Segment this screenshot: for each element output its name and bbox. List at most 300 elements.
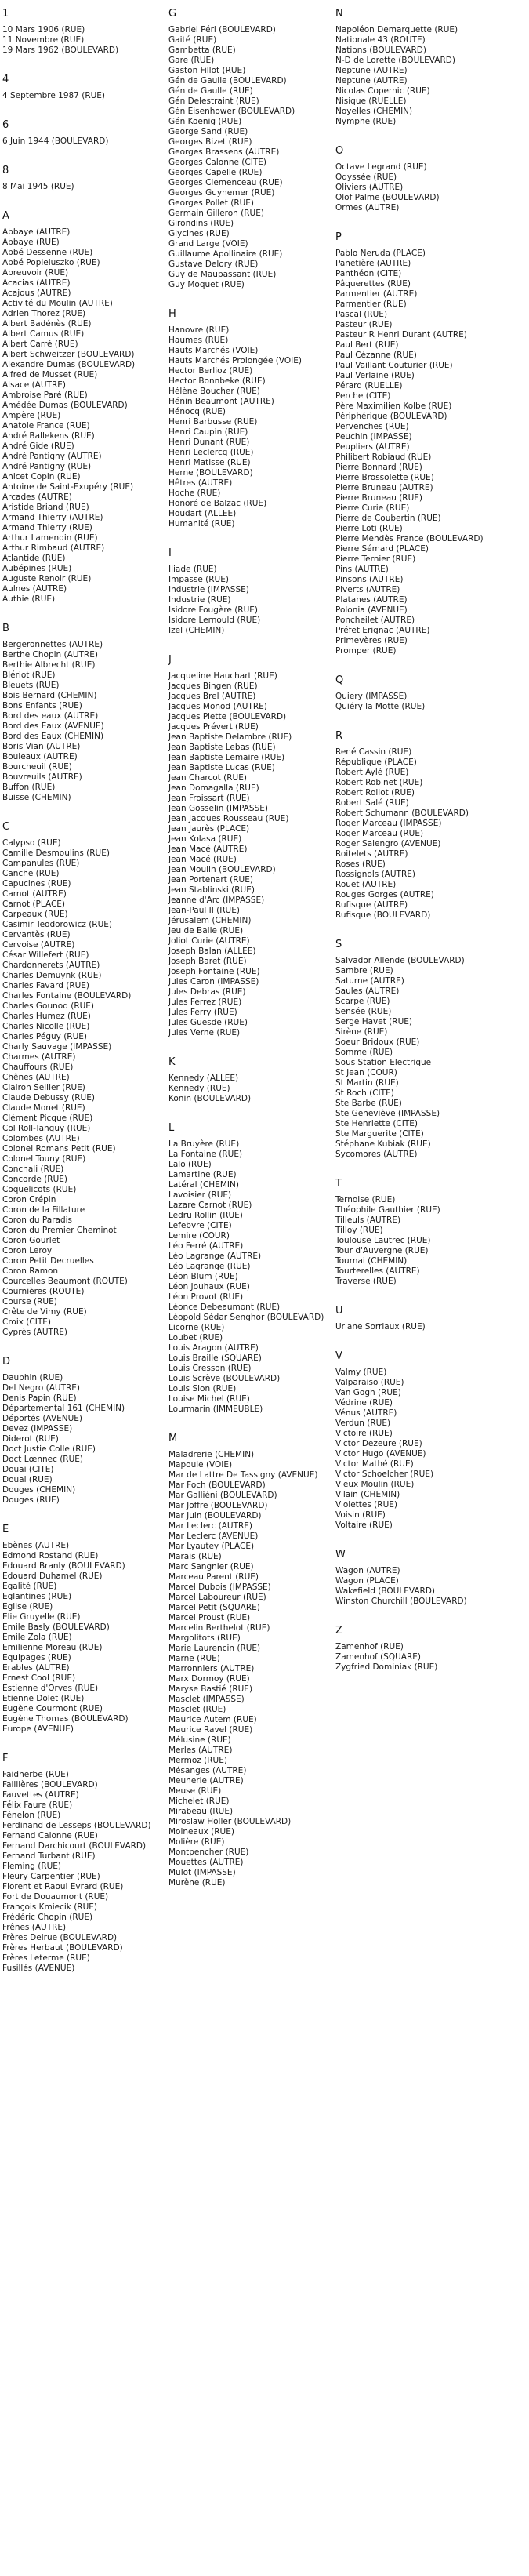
street-entry: Meunerie (AUTRE) [168,1776,244,1786]
section-heading: J [168,654,172,666]
street-entry: Piverts (AUTRE) [335,585,400,594]
street-entry: Jean Jaurès (PLACE) [168,824,250,834]
street-entry: Rufisque (AUTRE) [335,900,408,910]
street-entry: Albert Carré (RUE) [2,340,78,349]
street-entry: Coron Gourlet [2,1236,60,1245]
street-entry: Tour d'Auvergne (RUE) [335,1246,429,1255]
street-entry: Jules Verne (RUE) [168,1028,241,1037]
letter-section [2,1753,173,1974]
section-spacer [2,1735,173,1753]
section-spacer [2,605,173,623]
letter-section [335,1305,506,1332]
street-entry: Georges Clemenceau (RUE) [168,178,283,187]
street-entry: Pierre Curie (RUE) [335,503,410,513]
street-entry: Pasteur (RUE) [335,320,393,329]
street-entry: Herne (BOULEVARD) [168,468,253,478]
street-entry: Marronniers (AUTRE) [168,1664,255,1673]
street-entry: Blériot (RUE) [2,670,56,680]
section-heading: D [2,1356,11,1368]
street-entry: Molière (RUE) [168,1837,225,1847]
street-entry: Gustave Delory (RUE) [168,260,259,269]
street-entry: Pierre Bruneau (RUE) [335,493,423,503]
street-entry: Wagon (AUTRE) [335,1566,400,1575]
street-entry: Félix Faure (RUE) [2,1800,73,1810]
street-entry: Polonia (AVENUE) [335,605,408,615]
street-entry: Fernand Darchicourt (BOULEVARD) [2,1841,147,1851]
letter-section [168,308,339,529]
street-entry: Léonce Debeaumont (RUE) [168,1303,281,1312]
street-entry: Authie (RUE) [2,594,56,604]
street-entry: Claude Monet (RUE) [2,1103,85,1113]
section-heading: W [335,1549,346,1560]
street-entry: Nations (BOULEVARD) [335,45,426,55]
street-entry: Ferdinand de Lesseps (BOULEVARD) [2,1821,151,1830]
street-entry: Albert Badénès (RUE) [2,319,92,329]
street-entry: Nicolas Copernic (RUE) [335,86,430,96]
street-entry: Amédée Dumas (BOULEVARD) [2,401,128,410]
street-entry: Jean Jacques Rousseau (RUE) [168,814,289,823]
street-entry: Florent et Raoul Evrard (RUE) [2,1882,124,1891]
street-entry: St Martin (RUE) [335,1078,399,1088]
street-entry: André Pantigny (AUTRE) [2,452,102,461]
street-entry: Léon Provot (RUE) [168,1292,244,1302]
street-entry: Primevères (RUE) [335,636,408,645]
street-entry: Lourmarin (IMMEUBLE) [168,1404,263,1414]
street-entry: Jean Kolasa (RUE) [168,834,242,844]
street-entry: Joseph Baret (RUE) [168,957,247,966]
street-entry: Abbaye (AUTRE) [2,227,71,237]
street-entry: Isidore Lernould (RUE) [168,616,261,625]
street-entry: Alexandre Dumas (BOULEVARD) [2,360,136,369]
street-entry: Louise Michel (RUE) [168,1394,250,1404]
street-entry: Jean Baptiste Lucas (RUE) [168,763,275,772]
street-entry: Georges Guynemer (RUE) [168,188,275,198]
street-entry: Abreuvoir (RUE) [2,268,69,278]
street-entry: Douges (CHEMIN) [2,1485,76,1495]
street-entry: Védrine (RUE) [335,1398,393,1408]
street-entry: Léon Blum (RUE) [168,1272,238,1281]
street-entry: Course (RUE) [2,1297,57,1306]
street-entry: Jean Gosselin (IMPASSE) [168,804,268,813]
street-entry: Ebènes (AUTRE) [2,1541,70,1550]
street-entry: Armand Thierry (RUE) [2,523,92,532]
street-entry: Campanules (RUE) [2,859,80,868]
street-entry: Lalo (RUE) [168,1160,212,1169]
street-entry: Croix (CITE) [2,1317,51,1327]
street-entry: Devez (IMPASSE) [2,1424,73,1433]
street-entry: Sycomores (AUTRE) [335,1150,418,1159]
letter-section [168,8,339,290]
street-entry: Guy de Maupassant (RUE) [168,270,277,279]
street-entry: Maurice Autem (RUE) [168,1715,257,1724]
street-entry: Coron du Paradis [2,1215,73,1225]
street-entry: Victor Hugo (AVENUE) [335,1449,426,1459]
street-entry: Eglantines (RUE) [2,1592,72,1601]
street-entry: Carpeaux (RUE) [2,910,68,919]
street-entry: Somme (RUE) [335,1048,393,1057]
section-spacer [2,192,173,210]
street-entry: Erables (AUTRE) [2,1663,70,1673]
street-entry: Georges Bizet (RUE) [168,137,252,147]
street-entry: Coron Leroy [2,1246,53,1255]
street-entry: Jean Macé (RUE) [168,855,237,864]
street-entry: Colonel Romans Petit (RUE) [2,1144,116,1154]
section-heading: K [168,1056,176,1068]
section-heading: H [168,308,176,320]
street-entry: Saturne (AUTRE) [335,976,404,986]
street-entry: Rufisque (BOULEVARD) [335,910,431,920]
street-entry: Gén de Gaulle (BOULEVARD) [168,76,287,85]
section-heading: A [2,210,9,222]
street-entry: Alfred de Musset (RUE) [2,370,98,380]
street-entry: Marcel Proust (RUE) [168,1613,251,1622]
section-spacer [2,56,173,74]
street-entry: Acacias (AUTRE) [2,278,71,288]
section-spacer [335,1607,506,1625]
street-entry: Mouettes (AUTRE) [168,1858,244,1867]
letter-section [2,821,173,1338]
street-entry: Glycines (RUE) [168,229,230,238]
street-entry: Sirène (RUE) [335,1027,388,1037]
street-entry: Robert Aylé (RUE) [335,768,409,777]
street-entry: Doct Justie Colle (RUE) [2,1444,96,1454]
street-entry: Jacques Brel (AUTRE) [168,692,256,701]
street-entry: Lavoisier (RUE) [168,1190,232,1200]
street-entry: André Gide (RUE) [2,441,74,451]
street-entry: Douai (RUE) [2,1475,53,1484]
street-entry: St Jean (COUR) [335,1068,397,1077]
street-entry: Bord des eaux (AUTRE) [2,711,99,721]
street-entry: Germain Gilleron (RUE) [168,209,264,218]
street-entry: Hoche (RUE) [168,489,221,498]
section-spacer [335,656,506,674]
street-entry: Bleuets (RUE) [2,681,60,690]
street-entry: Georges Pollet (RUE) [168,198,255,208]
street-entry: Industrie (RUE) [168,595,231,605]
street-entry: Philibert Robiaud (RUE) [335,452,432,462]
street-entry: Georges Capelle (RUE) [168,168,263,177]
street-entry: Bouvreuils (AUTRE) [2,772,82,782]
street-entry: Hector Berlioz (RUE) [168,366,253,376]
street-entry: Ste Marguerite (CITE) [335,1129,424,1139]
street-entry: Berthie Albrecht (RUE) [2,660,96,670]
street-entry: Charles Gounod (RUE) [2,1001,95,1011]
street-entry: Ampère (RUE) [2,411,61,420]
street-entry: Louis Cresson (RUE) [168,1364,252,1373]
street-entry: Masclet (RUE) [168,1705,226,1714]
street-entry: Quiery (IMPASSE) [335,692,408,701]
street-entry: Cervoise (AUTRE) [2,940,75,950]
street-entry: Mar Juin (BOULEVARD) [168,1511,262,1521]
street-entry: Uriane Sorriaux (RUE) [335,1322,426,1332]
street-entry: Sensée (RUE) [335,1007,392,1016]
street-entry: Jacques Monod (AUTRE) [168,702,267,711]
street-entry: Eugène Thomas (BOULEVARD) [2,1714,129,1724]
letter-section [2,8,173,56]
street-entry: Neptune (AUTRE) [335,66,408,75]
street-entry: Bord des Eaux (AVENUE) [2,721,104,731]
section-spacer [168,1104,339,1122]
street-entry: Jean Macé (AUTRE) [168,845,248,854]
street-entry: Europe (AVENUE) [2,1724,74,1734]
street-entry: Valparaiso (RUE) [335,1378,404,1387]
street-entry: Paul Vaillant Couturier (RUE) [335,361,453,370]
street-entry: Rouet (AUTRE) [335,880,397,889]
street-entry: Jules Ferrez (RUE) [168,997,242,1007]
street-entry: Jeu de Balle (RUE) [168,926,244,936]
street-entry: Clairon Sellier (RUE) [2,1083,85,1092]
street-entry: Zygfried Dominiak (RUE) [335,1662,438,1672]
street-entry: Jules Guesde (RUE) [168,1018,248,1027]
letter-section [335,8,506,127]
street-entry: Colonel Touny (RUE) [2,1154,86,1164]
street-entry: Robert Schumann (BOULEVARD) [335,808,469,818]
letter-section [335,1178,506,1287]
street-entry: Coron de la Fillature [2,1205,85,1215]
letter-section [335,674,506,712]
street-entry: Gaité (RUE) [168,35,217,45]
street-entry: Jean Portenart (RUE) [168,875,253,885]
street-entry: Déportés (AVENUE) [2,1414,83,1423]
street-entry: Joseph Balan (ALLEE) [168,946,256,956]
street-entry: Gambetta (RUE) [168,45,236,55]
street-entry: Charmes (AUTRE) [2,1052,76,1062]
section-heading: Z [335,1625,342,1637]
street-entry: Crête de Vimy (RUE) [2,1307,87,1317]
street-entry: Hanovre (RUE) [168,325,230,335]
letter-section [2,165,173,192]
street-entry: Hénin Beaumont (AUTRE) [168,397,274,406]
street-entry: Louis Scrève (BOULEVARD) [168,1374,281,1383]
street-entry: Cervantès (RUE) [2,930,71,939]
street-entry: Adrien Thorez (RUE) [2,309,86,318]
street-entry: Paul Bert (RUE) [335,340,399,350]
street-entry: Aulnes (AUTRE) [2,584,67,594]
section-heading: I [168,547,172,559]
street-entry: Paul Verlaine (RUE) [335,371,415,380]
street-entry: Salvador Allende (BOULEVARD) [335,956,465,965]
street-entry: Oliviers (AUTRE) [335,183,404,192]
street-entry: Joseph Fontaine (RUE) [168,967,260,976]
street-entry: Marie Laurencin (RUE) [168,1644,261,1653]
street-entry: Coron Crépin [2,1195,56,1204]
street-entry: Victor Mathé (RUE) [335,1459,414,1469]
street-entry: André Pantigny (RUE) [2,462,92,471]
street-entry: Robert Robinet (RUE) [335,778,423,787]
section-spacer [335,213,506,231]
street-entry: Egalité (RUE) [2,1582,57,1591]
street-entry: Ambroise Paré (RUE) [2,391,88,400]
street-entry: Abbé Dessenne (RUE) [2,248,93,257]
section-heading: B [2,623,9,634]
street-entry: St Roch (CITE) [335,1088,394,1098]
street-entry: La Fontaine (RUE) [168,1150,243,1159]
street-entry: Emile Basly (BOULEVARD) [2,1622,110,1632]
street-entry: Impasse (RUE) [168,575,229,584]
street-entry: Jean Charcot (RUE) [168,773,247,783]
street-entry: Camille Desmoulins (RUE) [2,848,110,858]
street-entry: Octave Legrand (RUE) [335,162,427,172]
street-entry: Del Negro (AUTRE) [2,1383,81,1393]
street-entry: Peupliers (AUTRE) [335,442,410,452]
street-entry: Léo Lagrange (RUE) [168,1262,251,1271]
letter-section [168,1433,339,1888]
street-entry: Vénus (AUTRE) [335,1408,397,1418]
street-entry: Colombes (AUTRE) [2,1134,80,1143]
street-entry: Frères Leterme (RUE) [2,1953,90,1963]
street-entry: Platanes (AUTRE) [335,595,408,605]
street-entry: Latéral (CHEMIN) [168,1180,239,1190]
street-entry: Parmentier (AUTRE) [335,289,418,299]
street-entry: Traverse (RUE) [335,1277,397,1286]
street-entry: Préfet Erignac (AUTRE) [335,626,430,635]
street-entry: Charly Sauvage (IMPASSE) [2,1042,112,1052]
street-entry: Iliade (RUE) [168,565,217,574]
section-spacer [168,1415,339,1433]
section-heading: Q [335,674,344,686]
street-entry: Moineaux (RUE) [168,1827,234,1837]
street-entry: Abbé Popieluszko (RUE) [2,258,100,267]
street-entry: Hélène Boucher (RUE) [168,387,260,396]
street-entry: Ternoise (RUE) [335,1195,396,1204]
street-entry: Chardonnerets (AUTRE) [2,961,100,970]
street-entry: Roitelets (AUTRE) [335,849,408,859]
street-entry: Charles Péguy (RUE) [2,1032,88,1041]
street-entry: Faidherbe (RUE) [2,1770,69,1779]
street-entry: Odyssée (RUE) [335,173,397,182]
street-entry: Pierre Sémard (PLACE) [335,544,429,554]
street-entry: Arthur Lamendin (RUE) [2,533,98,543]
street-entry: Roger Marceau (IMPASSE) [335,819,442,828]
street-entry: Henri Matisse (RUE) [168,458,251,467]
street-entry: Frères Herbaut (BOULEVARD) [2,1943,123,1953]
street-entry: Georges Brassens (AUTRE) [168,147,280,157]
street-entry: Clément Picque (RUE) [2,1114,93,1123]
section-spacer [335,1531,506,1549]
street-entry: Lazare Carnot (RUE) [168,1201,252,1210]
street-entry: Bord des Eaux (CHEMIN) [2,732,104,741]
street-entry: Jean Domagalla (RUE) [168,783,259,793]
street-entry: Bourcheuil (RUE) [2,762,72,772]
street-entry: Mirabeau (RUE) [168,1807,234,1816]
street-entry: Gabriel Péri (BOULEVARD) [168,25,276,35]
street-entry: Père Maximilien Kolbe (RUE) [335,401,452,411]
street-entry: Gén Eisenhower (BOULEVARD) [168,107,295,116]
street-entry: Bois Bernard (CHEMIN) [2,691,97,700]
street-entry: Courcelles Beaumont (ROUTE) [2,1277,128,1286]
street-entry: Marais (RUE) [168,1552,222,1561]
street-entry: Périphérique (BOULEVARD) [335,412,447,421]
street-entry: Casimir Teodorowicz (RUE) [2,920,113,929]
street-entry: Quiéry la Motte (RUE) [335,702,426,711]
street-entry: Ste Barbe (RUE) [335,1099,402,1108]
street-entry: Pinsons (AUTRE) [335,575,404,584]
street-entry: Concorde (RUE) [2,1175,68,1184]
street-entry: Soeur Bridoux (RUE) [335,1037,420,1047]
street-entry: Rouges Gorges (AUTRE) [335,890,434,899]
street-entry: Stéphane Kubiak (RUE) [335,1139,431,1149]
street-entry: Neptune (AUTRE) [335,76,408,85]
street-entry: Marc Sangnier (RUE) [168,1562,254,1571]
street-entry: Robert Salé (RUE) [335,798,409,808]
street-entry: Arcades (AUTRE) [2,492,72,502]
street-entry: Marceau Parent (RUE) [168,1572,259,1582]
street-entry: Berthe Chopin (AUTRE) [2,650,98,659]
street-entry: Marcelin Berthelot (RUE) [168,1623,270,1633]
street-entry: Mar Lyautey (PLACE) [168,1542,255,1551]
street-entry: Jeanne d'Arc (IMPASSE) [168,896,265,905]
street-entry: Buisse (CHEMIN) [2,793,71,802]
street-entry: Mar de Lattre De Tassigny (AVENUE) [168,1470,318,1480]
letter-section [2,1524,173,1735]
street-entry: Grand Large (VOIE) [168,239,248,249]
section-spacer [2,1506,173,1524]
street-entry: Gén Koenig (RUE) [168,117,242,126]
street-entry: Albert Camus (RUE) [2,329,85,339]
street-entry: Claude Debussy (RUE) [2,1093,95,1103]
section-heading: M [168,1433,178,1444]
street-entry: Marne (RUE) [168,1654,220,1663]
street-entry: Charles Nicolle (RUE) [2,1022,90,1031]
street-entry: Coron du Premier Cheminot [2,1226,117,1235]
section-spacer [2,101,173,119]
street-entry: Houdart (ALLEE) [168,509,237,518]
street-entry: Armand Thierry (AUTRE) [2,513,103,522]
street-entry: La Bruyère (RUE) [168,1139,240,1149]
street-entry: Wagon (PLACE) [335,1576,399,1586]
street-index-column-1 [2,8,173,1974]
street-entry: Alsace (AUTRE) [2,380,66,390]
street-entry: Estienne d'Orves (RUE) [2,1684,99,1693]
street-entry: Mar Foch (BOULEVARD) [168,1481,266,1490]
street-entry: René Cassin (RUE) [335,747,412,757]
street-entry: Jean Baptiste Lebas (RUE) [168,743,276,752]
street-entry: Roger Salengro (AVENUE) [335,839,441,848]
street-entry: Victoire (RUE) [335,1429,393,1438]
street-entry: Equipages (RUE) [2,1653,71,1662]
street-entry: Mapoule (VOIE) [168,1460,233,1470]
street-entry: Activité du Moulin (AUTRE) [2,299,113,308]
street-entry: Roger Marceau (RUE) [335,829,424,838]
street-entry: Jacques Bingen (RUE) [168,681,258,691]
street-entry: Zamenhof (RUE) [335,1642,404,1651]
letter-section [168,547,339,636]
street-entry: Pierre Bruneau (AUTRE) [335,483,433,492]
section-spacer [168,529,339,547]
section-spacer [168,290,339,308]
street-entry: Buffon (RUE) [2,783,56,792]
section-heading: N [335,8,343,20]
street-entry: Henri Dunant (RUE) [168,438,250,447]
street-entry: Charles Favard (RUE) [2,981,90,990]
section-spacer [168,636,339,654]
street-entry: Victor Schoelcher (RUE) [335,1470,434,1479]
street-entry: Charles Humez (RUE) [2,1012,91,1021]
street-entry: Bouleaux (AUTRE) [2,752,78,761]
street-entry: Pierre Loti (RUE) [335,524,403,533]
street-entry: Charles Demuynk (RUE) [2,971,102,980]
street-entry: Tilleuls (AUTRE) [335,1215,401,1225]
section-heading: 1 [2,8,9,20]
street-entry: Pablo Neruda (PLACE) [335,249,426,258]
street-entry: Konin (BOULEVARD) [168,1094,252,1103]
street-entry: Hector Bonnbeke (RUE) [168,376,266,386]
street-entry: Marcel Petit (SQUARE) [168,1603,260,1612]
street-entry: Ledru Rollin (RUE) [168,1211,243,1220]
section-heading: L [168,1122,175,1134]
letter-section [335,145,506,213]
street-entry: Panthéon (CITE) [335,269,402,278]
